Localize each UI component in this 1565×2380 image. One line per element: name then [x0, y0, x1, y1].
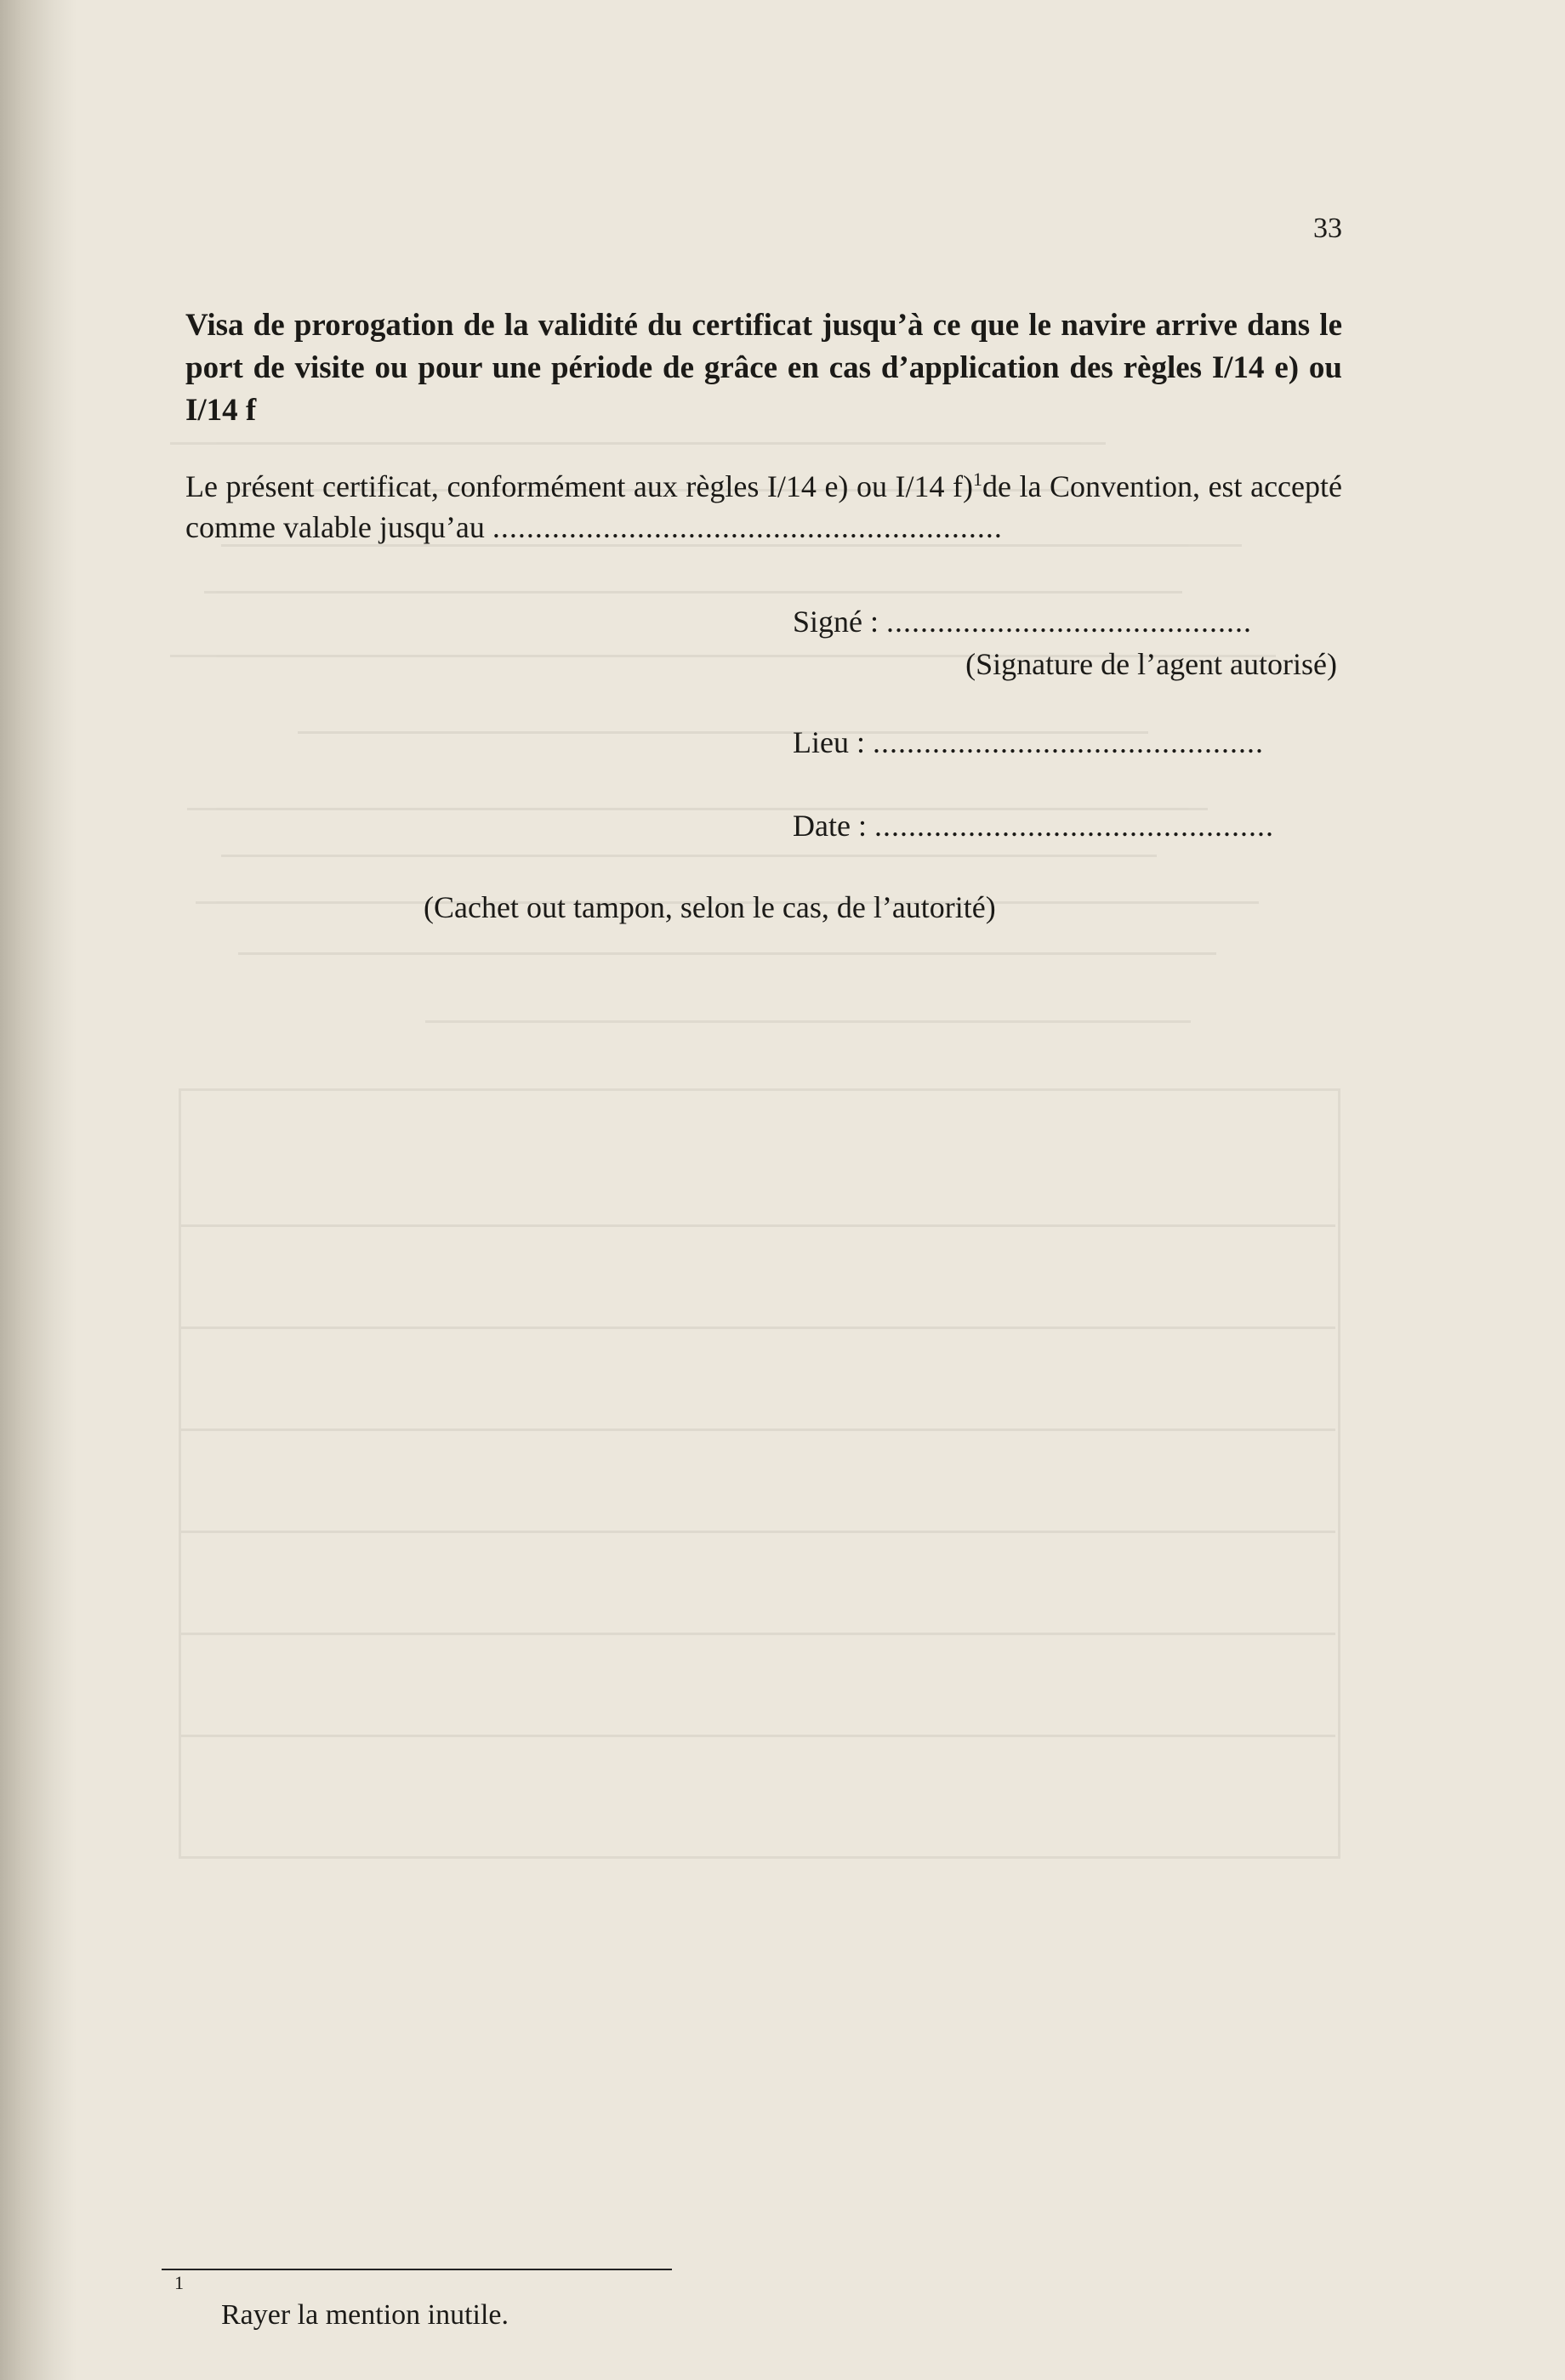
date-blank: ............................................... — [874, 809, 1274, 843]
footnote-text: Rayer la mention inutile. — [221, 2299, 509, 2331]
footnote-marker: 1 — [174, 2272, 184, 2293]
date-label: Date : — [793, 809, 867, 843]
validity-date-blank: ............................................................ — [492, 510, 1003, 544]
signature-field — [793, 604, 1252, 639]
signature-blank: ........................................... — [886, 605, 1253, 639]
stamp-note: (Cachet out tampon, selon le cas, de l’autorité) — [424, 890, 996, 924]
paragraph-text-part-2: de la Convention, est accepté comme valable jusqu’au — [185, 469, 1342, 544]
footnote-reference: 1 — [973, 469, 982, 490]
binding-shadow — [0, 0, 77, 2380]
section-heading: Visa de prorogation de la validité du certificat jusqu’à ce que le navire arrive dans le port de visite ou pour une période de grâce en cas d’application des règles I/14 e) ou I/14 f — [185, 308, 1342, 428]
page-number: 33 — [1313, 213, 1342, 244]
date-field — [793, 808, 1274, 844]
footnote-divider — [162, 2269, 672, 2270]
paragraph-text-part-1: Le présent certificat, conformément aux règles I/14 e) ou I/14 f) — [185, 469, 973, 503]
signature-note: (Signature de l’agent autorisé) — [965, 647, 1337, 681]
place-field — [793, 724, 1264, 760]
signature-label: Signé : — [793, 605, 879, 639]
place-blank: .............................................. — [872, 725, 1264, 759]
place-label: Lieu : — [793, 725, 865, 759]
validity-paragraph — [185, 466, 1342, 548]
